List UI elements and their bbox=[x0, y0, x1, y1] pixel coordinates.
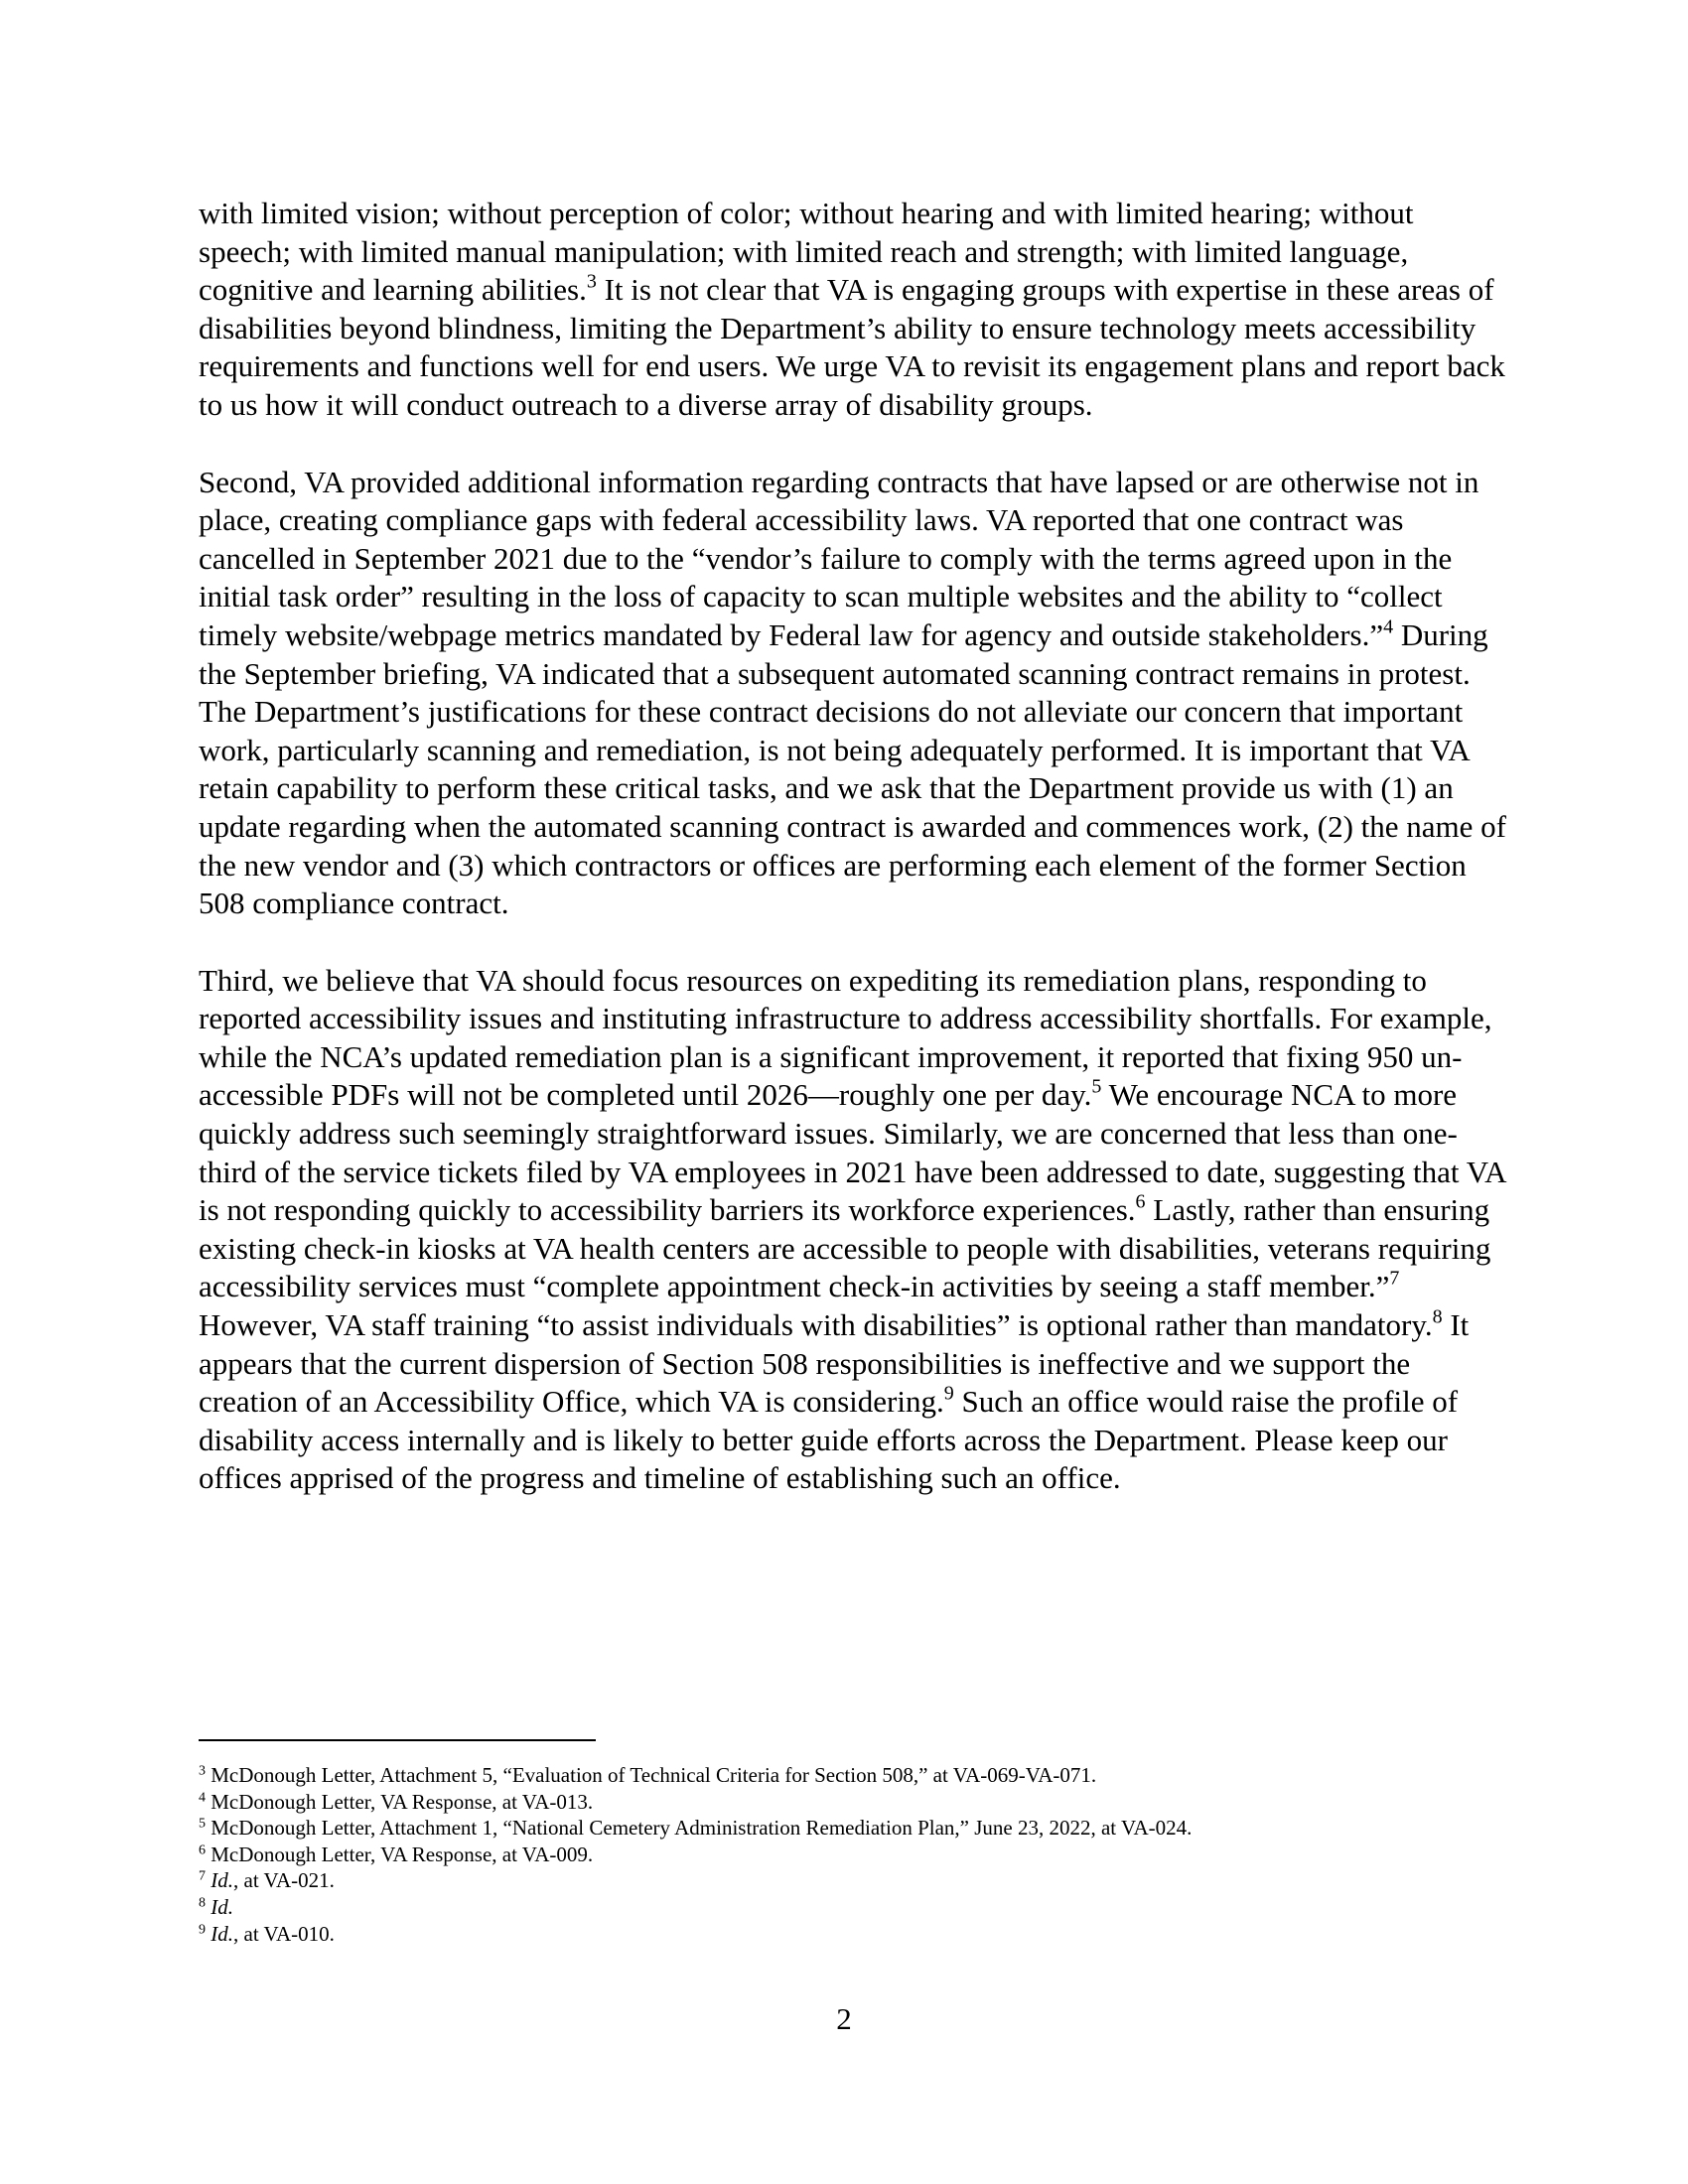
footnote-3 bbox=[199, 1762, 1509, 1789]
footnote-4 bbox=[199, 1789, 1509, 1816]
footnote-italic-cite: Id. bbox=[211, 1868, 233, 1893]
footnote-text: , at VA-010. bbox=[233, 1921, 335, 1946]
paragraph-2-text-b: During the September briefing, VA indicated that a subsequent automated scanning contract remains in protest. The Department’s justifications for these contract decisions do not alleviate our concern that important work, particularly scanning and remediation, is not being adequately performed. It is important that VA retain capability to perform these critical tasks, and we ask that the Department provide us with (1) an update regarding when the automated scanning contract is awarded and commences work, (2) the name of the new vendor and (3) which contractors or offices are performing each element of the former Section 508 compliance contract. bbox=[199, 616, 1507, 921]
paragraph-outreach bbox=[199, 195, 1509, 425]
footnote-number: 6 bbox=[199, 1843, 206, 1858]
footnote-ref-9[interactable]: 9 bbox=[943, 1382, 954, 1405]
footnote-number: 8 bbox=[199, 1895, 206, 1911]
paragraph-3-text-d: However, VA staff training “to assist individuals with disabilities” is optional rather than mandatory. bbox=[199, 1307, 1433, 1343]
footnote-number: 9 bbox=[199, 1921, 206, 1937]
paragraph-3-text-f: Such an office would raise the profile of disability access internally and is likely to better guide efforts across the Department. Please keep our offices apprised of the progress and timeline of establishing such an office. bbox=[199, 1384, 1459, 1496]
footnote-8 bbox=[199, 1894, 1509, 1921]
paragraph-3-text-a: Third, we believe that VA should focus resources on expediting its remediation plans, responding to reported accessibility issues and instituting infrastructure to address accessibility shortfalls. For example, while the NCA’s updated remediation plan is a significant improvement, it reported that fixing 950 un-accessible PDFs will not be completed until 2026—roughly one per day. bbox=[199, 962, 1492, 1113]
page-number: 2 bbox=[836, 2001, 852, 2036]
footnote-text: McDonough Letter, VA Response, at VA-009. bbox=[211, 1842, 594, 1866]
footnote-ref-5[interactable]: 5 bbox=[1091, 1076, 1102, 1099]
footnote-ref-3[interactable]: 3 bbox=[586, 270, 597, 293]
footnote-text: McDonough Letter, Attachment 5, “Evaluation of Technical Criteria for Section 508,” at VA-069-VA-071. bbox=[211, 1763, 1097, 1787]
paragraph-3-text-b: We encourage NCA to more quickly address such seemingly straightforward issues. Similarly, we are concerned that less than one-third of the service tickets filed by VA employees in 2021 have been addressed to date, suggesting that VA is not responding quickly to accessibility barriers its workforce experiences. bbox=[199, 1077, 1505, 1228]
footnote-number: 3 bbox=[199, 1763, 206, 1779]
paragraph-3-text-c: Lastly, rather than ensuring existing check-in kiosks at VA health centers are accessible to people with disabilities, veterans requiring accessibility services must “complete appointment check-in activities by seeing a staff member.” bbox=[199, 1192, 1491, 1304]
paragraph-3-text-e: It appears that the current dispersion of Section 508 responsibilities is ineffective and we support the creation of an Accessibility Office, which VA is considering. bbox=[199, 1307, 1470, 1420]
footnote-7 bbox=[199, 1867, 1509, 1894]
footnote-6 bbox=[199, 1842, 1509, 1868]
footnote-ref-8[interactable]: 8 bbox=[1432, 1305, 1443, 1328]
footnotes bbox=[199, 1762, 1509, 1947]
footnote-number: 5 bbox=[199, 1816, 206, 1832]
paragraph-remediation bbox=[199, 962, 1509, 1498]
letter-body bbox=[199, 195, 1509, 1537]
footnote-number: 4 bbox=[199, 1789, 206, 1805]
paragraph-2-text-a: Second, VA provided additional information regarding contracts that have lapsed or are otherwise not in place, creating compliance gaps with federal accessibility laws. VA reported that one contract was cancelled in September 2021 due to the “vendor’s failure to comply with the terms agreed upon in the initial task order” resulting in the loss of capacity to scan multiple websites and the ability to “collect timely website/webpage metrics mandated by Federal law for agency and outside stakeholders.” bbox=[199, 464, 1479, 652]
footnote-text: , at VA-021. bbox=[233, 1868, 335, 1893]
paragraph-contracts bbox=[199, 464, 1509, 923]
paragraph-1-text-b: It is not clear that VA is engaging groups with expertise in these areas of disabilities beyond blindness, limiting the Department’s ability to ensure technology meets accessibility requirements and functions well for end users. We urge VA to revisit its engagement plans and report back to us how it will conduct outreach to a diverse array of disability groups. bbox=[199, 272, 1505, 422]
footnote-separator bbox=[199, 1739, 596, 1741]
footnote-ref-4[interactable]: 4 bbox=[1383, 615, 1394, 638]
footnote-ref-6[interactable]: 6 bbox=[1135, 1190, 1146, 1213]
footnote-text: McDonough Letter, VA Response, at VA-013. bbox=[211, 1789, 594, 1814]
footnote-italic-cite: Id. bbox=[211, 1894, 233, 1919]
footnote-italic-cite: Id. bbox=[211, 1921, 233, 1946]
footnote-number: 7 bbox=[199, 1868, 206, 1884]
footnote-5 bbox=[199, 1815, 1509, 1842]
footnote-text: McDonough Letter, Attachment 1, “National Cemetery Administration Remediation Plan,” June 23, 2022, at VA-024. bbox=[211, 1816, 1193, 1841]
footnote-9 bbox=[199, 1921, 1509, 1948]
paragraph-1-text-a: with limited vision; without perception of color; without hearing and with limited hearing; without speech; with limited manual manipulation; with limited reach and strength; with limited language, cognitive and learning abilities. bbox=[199, 196, 1414, 308]
footnote-ref-7[interactable]: 7 bbox=[1389, 1268, 1400, 1291]
